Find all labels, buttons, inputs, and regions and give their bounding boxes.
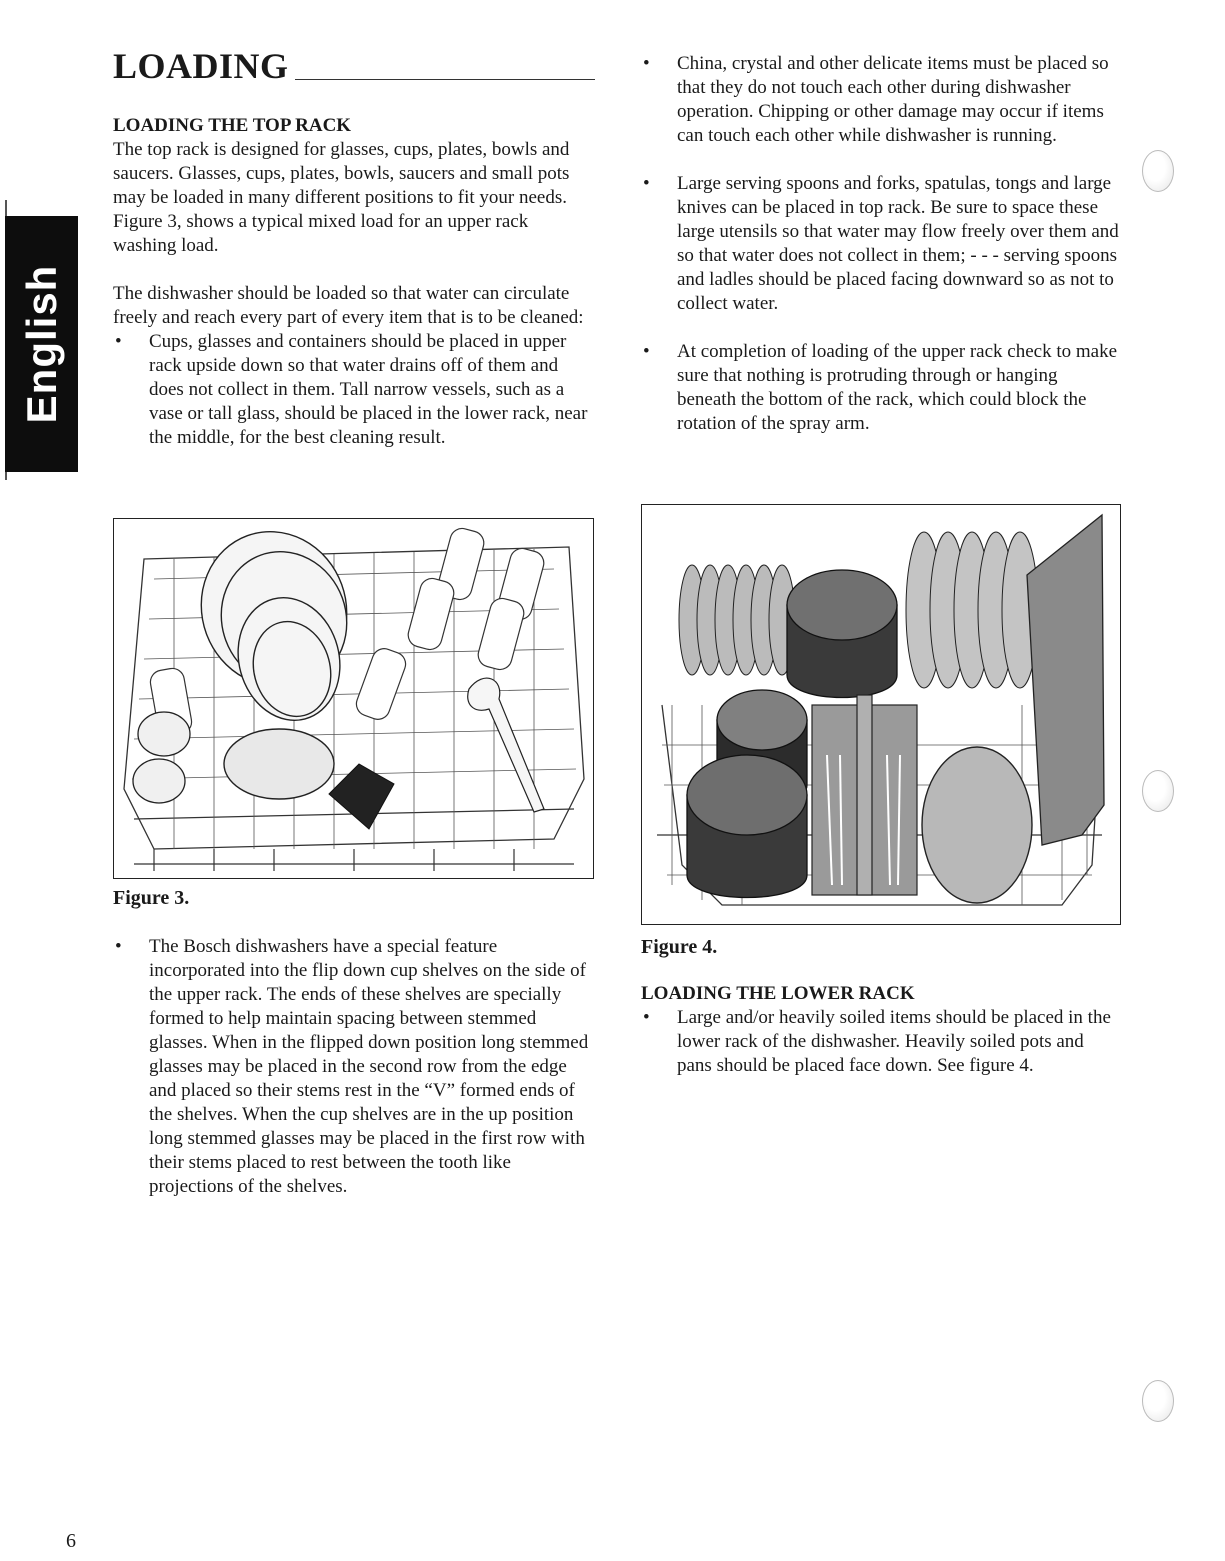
bullet-heavily-soiled: • Large and/or heavily soiled items should be placed in the lower rack of the dishwasher. Heavily soiled pots and pans should be placed face down. See figure 4. bbox=[641, 1006, 1121, 1078]
language-tab bbox=[5, 216, 78, 472]
figure-4-lower-rack-illustration bbox=[641, 504, 1121, 925]
punch-hole-middle bbox=[1142, 770, 1174, 812]
left-column-bottom bbox=[113, 935, 595, 1199]
heading-top-rack: LOADING THE TOP RACK bbox=[113, 115, 352, 136]
lower-rack-drawing bbox=[642, 505, 1120, 924]
left-column-top bbox=[113, 114, 595, 450]
right-column-top bbox=[641, 52, 1121, 436]
top-rack-intro: The top rack is designed for glasses, cups, plates, bowls and saucers. Glasses, cups, plates, bowls, saucers and small pots may be loaded in many different positions to fit your needs. Figure 3, shows a typical mixed load for an upper rack washing load. bbox=[113, 139, 570, 256]
heading-lower-rack: LOADING THE LOWER RACK bbox=[641, 983, 915, 1004]
top-rack-drawing bbox=[114, 519, 593, 878]
punch-hole-top bbox=[1142, 150, 1174, 192]
loading-instruction: The dishwasher should be loaded so that water can circulate freely and reach every part of every item that is to be cleaned: bbox=[113, 283, 584, 328]
punch-hole-bottom bbox=[1142, 1380, 1174, 1422]
page-title-row bbox=[113, 44, 595, 84]
right-column-bottom bbox=[641, 982, 1121, 1078]
bullet-check-protruding: • At completion of loading of the upper rack check to make sure that nothing is protruding through or hanging beneath the bottom of the rack, which could block the rotation of the spray arm. bbox=[641, 340, 1121, 436]
page-number: 6 bbox=[66, 1530, 76, 1552]
bullet-cup-shelves: • The Bosch dishwashers have a special feature incorporated into the flip down cup shelves on the side of the upper rack. The ends of these shelves are specially formed to help maintain spacing between stemmed glasses. When in the flipped down position long stemmed glasses may be placed in the second row from the edge and placed so their stems rest in the “V” formed ends of the shelves. When the cup shelves are in the up position long stemmed glasses may be placed in the first row with their stems placed to rest between the tooth like projections of the shelves. bbox=[113, 935, 595, 1199]
figure-4-caption: Figure 4. bbox=[641, 936, 718, 958]
bullet-large-utensils: • Large serving spoons and forks, spatulas, tongs and large knives can be placed in top rack. Be sure to space these large utensils so that water may flow freely over them and so that water does not collect in them; - - - serving spoons and ladles should be placed facing downward so as not to collect water. bbox=[641, 172, 1121, 316]
language-tab-label: English bbox=[17, 264, 65, 424]
bullet-cups-glasses: • Cups, glasses and containers should be placed in upper rack upside down so that water drains off of them and does not collect in them. Tall narrow vessels, such as a vase or tall glass, should be placed in the lower rack, near the middle, for the best cleaning result. bbox=[113, 330, 595, 450]
title-rule bbox=[295, 79, 595, 80]
page-title: LOADING bbox=[113, 46, 289, 86]
figure-3-caption: Figure 3. bbox=[113, 887, 190, 909]
bullet-delicate-items: • China, crystal and other delicate items must be placed so that they do not touch each other during dishwasher operation. Chipping or other damage may occur if items can touch each other while dishwasher is running. bbox=[641, 52, 1121, 148]
figure-3-top-rack-illustration bbox=[113, 518, 594, 879]
